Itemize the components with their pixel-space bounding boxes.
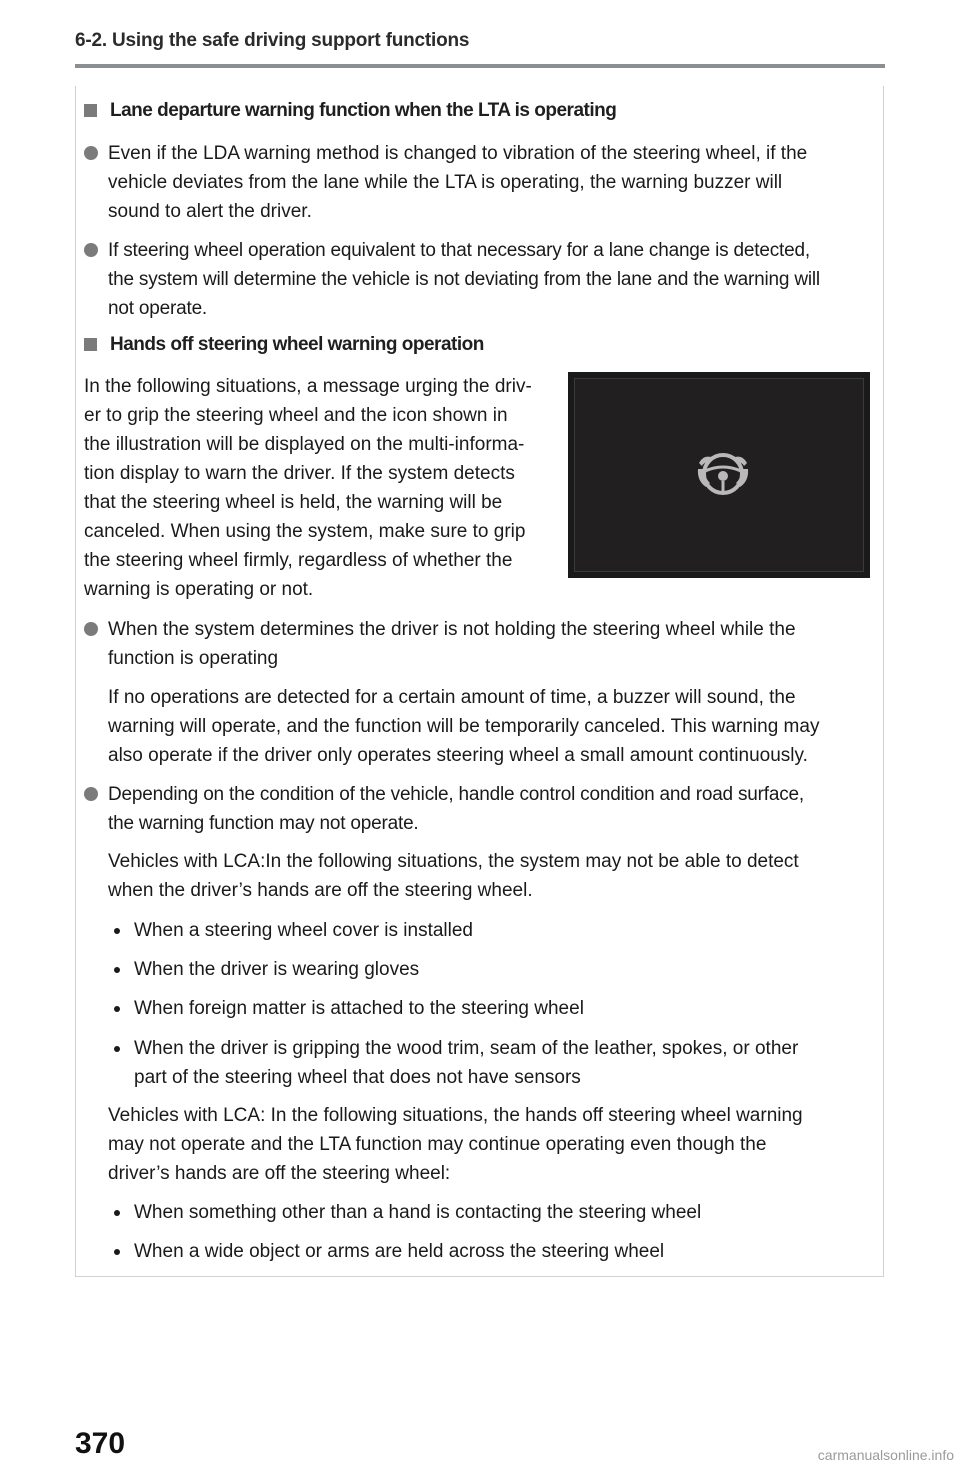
lca-paragraph <box>108 1101 888 1188</box>
display-screen <box>574 378 864 572</box>
small-bullet-icon <box>114 1210 120 1216</box>
round-bullet-icon <box>84 146 98 160</box>
lane-departure-heading <box>84 100 616 122</box>
round-bullet-icon <box>84 243 98 257</box>
bullet-text <box>108 615 884 673</box>
text-line: tion display to warn the driver. If the system detects <box>84 463 515 484</box>
bullet-item <box>84 139 884 226</box>
text-line: When a wide object or arms are held across the steering wheel <box>134 1241 665 1262</box>
text-line: the illustration will be displayed on the multi-informa- <box>84 434 525 455</box>
hands-on-steering-wheel-icon <box>695 449 751 499</box>
multi-information-display-illustration <box>568 372 870 578</box>
text-line: when the driver’s hands are off the steering wheel. <box>108 880 533 901</box>
text-line: not operate. <box>108 298 208 319</box>
bullet-paragraph <box>108 683 888 770</box>
text-line: that the steering wheel is held, the warning will be <box>84 492 503 513</box>
text-line: the warning function may not operate. <box>108 813 419 834</box>
square-bullet-icon <box>84 338 97 351</box>
heading-text: Lane departure warning function when the LTA is operating <box>110 100 617 121</box>
text-line: When the driver is wearing gloves <box>134 959 420 980</box>
bullet-text <box>108 236 884 323</box>
header-rule <box>75 64 885 68</box>
text-line: When a steering wheel cover is installed <box>134 920 474 941</box>
text-line: When the system determines the driver is not holding the steering wheel while the <box>108 619 796 640</box>
text-line: Vehicles with LCA:In the following situations, the system may not be able to detect <box>108 851 799 872</box>
bullet-item <box>84 236 884 323</box>
text-line: When foreign matter is attached to the steering wheel <box>134 998 584 1019</box>
text-line: Depending on the condition of the vehicle, handle control condition and road surface, <box>108 784 804 805</box>
text-line: If no operations are detected for a certain amount of time, a buzzer will sound, the <box>108 687 796 708</box>
text-line: sound to alert the driver. <box>108 201 312 222</box>
watermark: carmanualsonline.info <box>817 1447 954 1463</box>
heading-text: Hands off steering wheel warning operation <box>110 334 484 355</box>
text-line: canceled. When using the system, make sure to grip <box>84 521 526 542</box>
bullet-item <box>84 780 884 838</box>
small-bullet-icon <box>114 1249 120 1255</box>
text-line: When the driver is gripping the wood trim, seam of the leather, spokes, or other <box>134 1038 799 1059</box>
small-bullet-icon <box>114 1006 120 1012</box>
text-line: vehicle deviates from the lane while the LTA is operating, the warning buzzer will <box>108 172 783 193</box>
text-line: part of the steering wheel that does not have sensors <box>134 1067 581 1088</box>
list-item-text <box>134 1034 798 1092</box>
hands-off-heading <box>84 334 484 356</box>
text-line: the system will determine the vehicle is not deviating from the lane and the warning will <box>108 269 820 290</box>
text-line: If steering wheel operation equivalent to that necessary for a lane change is detected, <box>108 240 810 261</box>
text-line: Vehicles with LCA: In the following situations, the hands off steering wheel warning <box>108 1105 803 1126</box>
section-title: 6-2. Using the safe driving support functions <box>75 30 470 51</box>
text-line: also operate if the driver only operates steering wheel a small amount continuously. <box>108 745 808 766</box>
bullet-text <box>108 139 884 226</box>
small-bullet-icon <box>114 1046 120 1052</box>
text-line: warning will operate, and the function will be temporarily canceled. This warning may <box>108 716 820 737</box>
square-bullet-icon <box>84 104 97 117</box>
text-line: driver’s hands are off the steering wheel: <box>108 1163 451 1184</box>
page-number: 370 <box>75 1427 126 1460</box>
text-line: may not operate and the LTA function may continue operating even though the <box>108 1134 767 1155</box>
lca-paragraph <box>108 847 888 905</box>
text-line: function is operating <box>108 648 279 669</box>
list-item <box>108 1034 868 1092</box>
hands-off-intro <box>84 372 564 604</box>
small-bullet-icon <box>114 928 120 934</box>
text-line: warning is operating or not. <box>84 579 314 600</box>
text-line: er to grip the steering wheel and the icon shown in <box>84 405 508 426</box>
bullet-text <box>108 780 884 838</box>
text-line: the steering wheel firmly, regardless of whether the <box>84 550 513 571</box>
small-bullet-icon <box>114 967 120 973</box>
round-bullet-icon <box>84 787 98 801</box>
text-line: Even if the LDA warning method is changed to vibration of the steering wheel, if the <box>108 143 808 164</box>
text-line: When something other than a hand is contacting the steering wheel <box>134 1202 702 1223</box>
bullet-item <box>84 615 884 673</box>
round-bullet-icon <box>84 622 98 636</box>
text-line: In the following situations, a message urging the driv- <box>84 376 532 397</box>
